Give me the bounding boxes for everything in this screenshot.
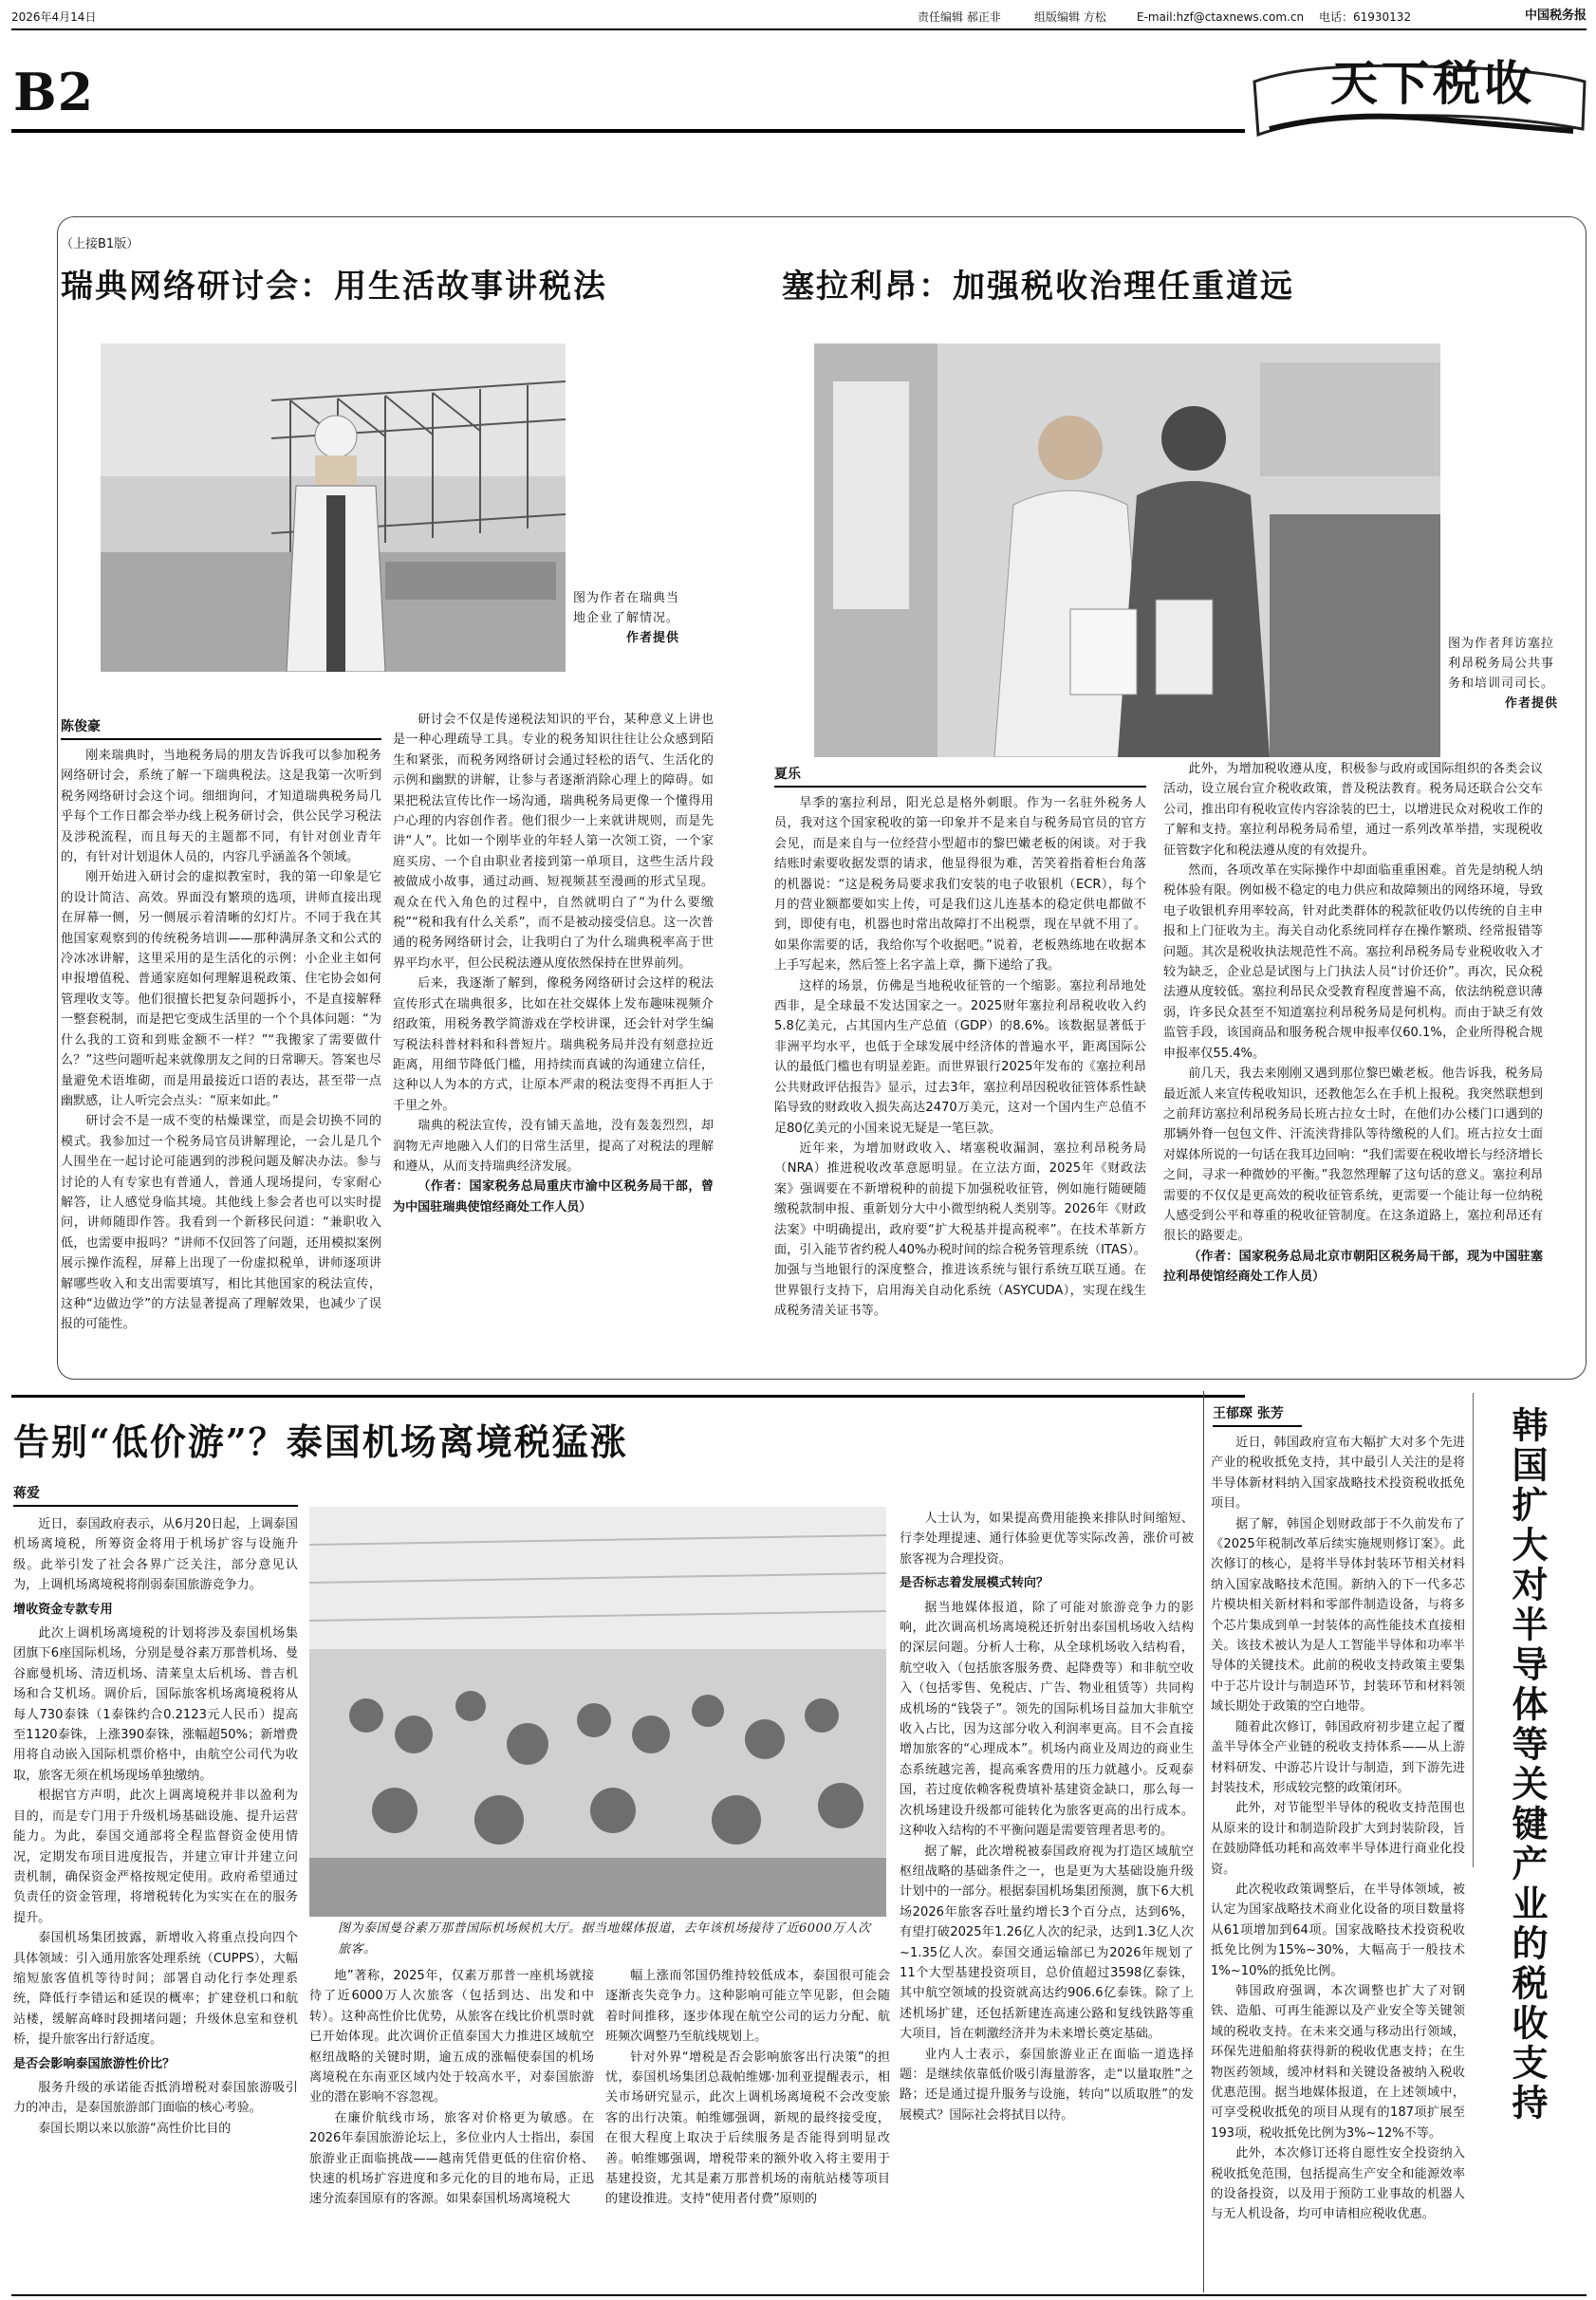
article3-subheading: 是否标志着发展模式转向？ xyxy=(900,1576,1049,1591)
article2-caption-text: 图为作者拜访塞拉利昂税务局公共事务和培训司司长。 xyxy=(1448,637,1555,691)
article1-col2 xyxy=(393,710,714,1355)
article3-author: 蒋爱 xyxy=(13,1486,40,1501)
article1-author: 陈俊豪 xyxy=(61,719,101,734)
article3-paragraph: 幅上涨而邻国仍维持较低成本，泰国很可能会逐渐丧失竞争力。这种影响可能立竿见影，但会随着时间推移，逐步体现在航空公司的运力分配、航班频次调整乃至航线规划上。 xyxy=(605,1969,890,2045)
article2-author: 夏乐 xyxy=(774,767,801,782)
article3-paragraph: 据当地媒体报道，除了可能对旅游竞争力的影响，此次调高机场离境税还折射出泰国机场收入结构的深层问题。分析人士称，从全球机场收入结构看，航空收入（包括旅客服务费、起降费等）和非航空收入（包括零售、免税店、广告、物业租赁等）共同构成机场的“钱袋子”。领先的国际机场目益加大非航空收入占比，因为这部分收入利润率更高。目不会直接增加旅客的“心理成本”。机场内商业及周边的商业生态系统越完善，提高乘客费用的压力就越小。反观泰国，若过度依赖客税费填补基建资金缺口，那么每一次机场建设升级都可能转化为旅客更高的出行成本。这种收入结构的不平衡问题是需要管理者思考的。 xyxy=(900,1600,1194,1839)
article3-subheading: 是否会影响泰国旅游性价比？ xyxy=(13,2056,176,2071)
article1-col1 xyxy=(61,746,381,1353)
article1-paragraph: 研讨会不是一成不变的枯燥课堂，而是会切换不同的模式。我参加过一个税务局官员讲解理论，一会儿是几个人围坐在一起讨论可能遇到的涉税问题及解决办法。参与讨论的人有专家也有普通人，普通人现场提问，专家耐心解答，让人感觉身临其境。其他线上参会者也可以实时提问，讲师随即作答。我看到一个新移民问道：“兼职收入低，也需要申报吗？”讲师不仅回答了问题，还用模拟案例展示操作流程，屏幕上出现了一份虚拟税单，讲师逐项讲解哪些收入和支出需要填写，相比其他国家的税法宣传，这种“边做边学”的方法显著提高了理解效果，也减少了误报的可能性。 xyxy=(61,1114,381,1332)
article3-paragraph: 服务升级的承诺能否抵消增税对泰国旅游吸引力的冲击，是泰国旅游部门面临的核心考验。 xyxy=(13,2080,298,2116)
article2-col2 xyxy=(1163,759,1543,1355)
page-bottom-rule xyxy=(11,2294,1587,2296)
article3-paragraph: 根据官方声明，此次上调离境税并非以盈利为目的，而是专门用于升级机场基础设施、提升运营能力。为此，泰国交通部将全程监督资金使用情况，定期发布项目进度报告，并建立审计并建立问责机制，确保资金严格按规定使用。政府希望通过负责任的资金管理，将增税转化为实实在在的服务提升。 xyxy=(13,1789,298,1925)
article1-byline-rule xyxy=(61,738,381,740)
article2-headline: 塞拉利昂：加强税收治理任重道远 xyxy=(782,268,1294,306)
article4-paragraph: 此次税收政策调整后，在半导体领域，被认定为国家战略技术商业化设备的项目数量将从61项增加到64项。国家战略技术投资税收抵免比例为15%~30%，大幅高于一般技术1%~10%的抵免比例。 xyxy=(1211,1882,1465,1978)
article4-paragraph: 韩国政府强调，本次调整也扩大了对钢铁、造船、可再生能源以及产业安全等关键领域的税收支持。在未来交通与移动出行领域，环保先进船舶将获得新的税收优惠支持；在生物医药领域，缓冲材料和关键设备被纳入税收优惠范围。据当地媒体报道，在上述领域中，可享受税收抵免的项目从现有的187项扩展至193项，税收抵免比例为3%~12%不等。 xyxy=(1211,1983,1465,2141)
article3-paragraph: 泰国机场集团披露，新增收入将重点投向四个具体领域：引入通用旅客处理系统（CUPPS），大幅缩短旅客值机等待时间；部署自动化行李处理系统，降低行李错运和延误的概率；扩建登机口和航站楼，缓解高峰时段拥堵问题；升级休息室和登机桥，提升旅客出行舒适度。 xyxy=(13,1931,298,2048)
article3-col1 xyxy=(13,1514,298,2292)
article1-paragraph: 研讨会不仅是传递税法知识的平台，某种意义上讲也是一种心理疏导工具。专业的税务知识往往让公众感到陌生和紧张，而税务网络研讨会通过轻松的语气、生活化的示例和幽默的讲解，让参与者逐渐消除心理上的障碍。如果把税法宣传比作一场沟通，瑞典税务局更像一个懂得用户心理的内容创作者。他们很少一上来就讲规则，而是先讲“人”。比如一个刚毕业的年轻人第一次领工资，一个家庭买房、一个自由职业者接到第一单项目，这些生活片段被做成小故事，通过动画、短视频甚至漫画的形式呈现。观众在代入角色的过程中，自然就明白了“为什么要缴税”“税和我有什么关系”，而不是被动接受信息。这一次普通的税务网络研讨会，让我明白了为什么瑞典税率高于世界平均水平，但公民税法遵从度依然保持在世界前列。 xyxy=(393,713,714,971)
continued-from: （上接B1版） xyxy=(61,237,139,251)
article3-paragraph: 据了解，此次增税被泰国政府视为打造区域航空枢纽战略的基础条件之一，也是更为大基础设施升级计划中的一部分。根据泰国机场集团预测，旗下6大机场2026年旅客吞吐量约增长3个百分点，达到6%，有望打破2025年1.26亿人次的纪录，达到1.3亿人次~1.35亿人次。泰国交通运输部已为2026年规划了11个大型基建投资项目，总价值超过3598亿泰铢，其中航空领域的投资就高达约906.6亿泰铢。除了上述机场扩建，还包括新建连高速公路和复线铁路等重大项目，旨在刺激经济并为未来增长奠定基础。 xyxy=(900,1844,1194,2042)
article3-paragraph: 此次上调机场离境税的计划将涉及泰国机场集团旗下6座国际机场，分别是曼谷素万那普机场、曼谷廊曼机场、清迈机场、清莱皇太后机场、普吉机场和合艾机场。调价后，国际旅客机场离境税将从每人730泰铢（1泰铢约合0.2123元人民币）提高至1120泰铢，上涨390泰铢，涨幅超50%；新增费用将自动嵌入国际机票价格中，由航空公司代为收取，旅客无须在机场现场单独缴纳。 xyxy=(13,1626,298,1783)
article2-paragraph: 近年来，为增加财政收入、堵塞税收漏洞，塞拉利昂税务局（NRA）推进税收改革意愿明显。在立法方面，2025年《财政法案》强调要在不新增税种的前提下加强税收征管，例如施行随硬随缴税款制申报、重新划分大中小微型纳税人类别等。2026年《财政法案》中明确提出，政府要“扩大税基并提高税率”。在技术革新方面，引入能节省约税人40%办税时间的综合税务管理系统（ITAS）。加强与当地银行的深度整合，推进该系统与银行系统互联互通。在世界银行支持下，启用海关自动化系统（ASYCUDA），实现在线生成税务清关证书等。 xyxy=(774,1141,1146,1319)
article3-col3 xyxy=(605,1966,890,2294)
article3-byline-rule xyxy=(13,1505,298,1507)
article2-photo xyxy=(814,343,1440,757)
responsible-editor: 责任编辑 郝正非 xyxy=(918,10,1001,24)
article1-caption-text: 图为作者在瑞典当地企业了解情况。 xyxy=(573,591,680,625)
airport-hall-image xyxy=(309,1507,886,1917)
article1-paragraph: 刚来瑞典时，当地税务局的朋友告诉我可以参加税务网络研讨会，系统了解一下瑞典税法。这是我第一次听到税务网络研讨会这个词。细细询问，才知道瑞典税务局几乎每个工作日都会举办线上税务研讨会，供公民学习税法及涉税流程，而且每天的主题都不同，有针对创业青年的，有针对计划退休人员的，内容几乎涵盖各个领域。 xyxy=(61,749,381,865)
article3-subheading: 增收资金专款专用 xyxy=(13,1602,113,1617)
section-title: 天下税收 xyxy=(1330,55,1535,111)
article1-paragraph: 瑞典的税法宣传，没有铺天盖地，没有轰轰烈烈，却润物无声地融入人们的日常生活里，提高了对税法的理解和遵从，从而支持瑞典经济发展。 xyxy=(393,1119,714,1174)
article4-author: 王郁琛 张芳 xyxy=(1213,1406,1284,1421)
article4-paragraph: 近日，韩国政府宣布大幅扩大对多个先进产业的税收抵免支持，其中最引人关注的是将半导体新材料纳入国家战略技术投资税收抵免项目。 xyxy=(1211,1436,1465,1512)
article3-paragraph: 人士认为，如果提高费用能换来排队时间缩短、行李处理提速、通行体验更优等实际改善，涨价可被旅客视为合理投资。 xyxy=(900,1512,1194,1567)
article2-paragraph: 前几天，我去来刚刚又遇到那位黎巴嫩老板。他告诉我，税务局最近派人来宣传税收知识，还教他怎么在手机上报税。我突然联想到之前拜访塞拉利昂税务局长班古拉女士时，在他们办公楼门口遇到的那辆外脊一包包文件、汗流浃背排队等待缴税的人们。班古拉女士面对媒体所说的一句话在我耳边回响：“我们需要在税收增长与经济增长之间，寻求一种微妙的平衡。”我忽然理解了这句话的意义。塞拉利昂需要的不仅仅是更高效的税收征管系统，更需要一个能让每一位纳税人感受到公平和尊重的税收征管制度。在这条道路上，塞拉利昂还有很长的路要走。 xyxy=(1163,1067,1543,1244)
article4-byline-rule xyxy=(1213,1425,1302,1427)
article2-paragraph: 此外，为增加税收遵从度，积极参与政府或国际组织的各类会议活动，设立展台宣介税收政策，普及税法教育。税务局还联合公交车公司，推出印有税收宣传内容涂装的巴士，以增进民众对税收工作的了解和支持。塞拉利昂税务局希望，通过一系列改革举措，实现税收征管数字化和税法遵从度的有效提升。 xyxy=(1163,762,1543,858)
section-banner xyxy=(1251,44,1592,142)
email: E-mail:hzf@ctaxnews.com.cn xyxy=(1137,10,1305,24)
article2-col1 xyxy=(774,793,1146,1355)
article4-body xyxy=(1211,1433,1465,2294)
issue-date: 2026年4月14日 xyxy=(11,10,97,24)
construction-site-image xyxy=(101,343,566,672)
rail-divider xyxy=(1203,1391,1204,2292)
article1-author-note: （作者：国家税务总局重庆市渝中区税务局干部，曾为中国驻瑞典使馆经商处工作人员） xyxy=(393,1179,714,1215)
article2-paragraph: 旱季的塞拉利昂，阳光总是格外刺眼。作为一名驻外税务人员，我对这个国家税收的第一印象并不是来自与税务局官员的官方会见，而是来自与一位经营小型超市的黎巴嫩老板的闲谈。对于我结账时索要收据发票的请求，他显得很为难，苦笑着指着柜台角落的机器说：“这是税务局要求我们安装的电子收银机（ECR），每个月的营业额都要如实上传，可是我们这儿连基本的稳定供电都做不到，即使有电，机器也时常出故障打不出税票，现在早就不用了。如果你需要的话，我给你写个收据吧。”说着，老板熟练地在收据本上手写起来，然后签上名字盖上章，撕下递给了我。 xyxy=(774,796,1146,974)
article3-paragraph: 在廉价航线市场，旅客对价格更为敏感。在2026年泰国旅游论坛上，多位业内人士指出，泰国旅游业正面临挑战——越南凭借更低的住宿价格、快速的机场扩容进度和多元化的目的地布局，正迅速分流泰国原有的客源。如果泰国机场离境税大 xyxy=(309,2110,594,2207)
article2-paragraph: 然而，各项改革在实际操作中却面临重重困难。首先是纳税人纳税体验有限。例如极不稳定的电力供应和故障频出的网络环境，导致电子收银机弃用率较高，针对此类群体的税款征收仍以传统的自主申报和上门征收为主。海关自动化系统同样存在操作繁琐、经常报错等问题。其次是税收执法规范性不高。塞拉利昂税务局专业税收收入才较为缺乏，企业总是试图与上门执法人员“讨价还价”。再次，民众税法遵从度较低。塞拉利昂民众受教育程度普遍不高，依法纳税意识薄弱，许多民众甚至不知道塞拉利昂税务局是何机构。而由于缺乏有效监管手段，该国商品和服务税合规申报率仅60.1%，企业所得税合规申报率仅55.4%。 xyxy=(1163,863,1543,1061)
article3-paragraph: 地”著称，2025年，仅素万那普一座机场就接待了近6000万人次旅客（包括到达、出发和中转）。这种高性价比优势，从旅客在线比价机票时就已开始体现。此次调价正值泰国大力推进区域航空枢纽战略的关键时期，逾五成的涨幅使泰国的机场离境税在东南亚区域内处于较高水平，对泰国旅游业的潜在影响不容忽视。 xyxy=(309,1969,594,2105)
article1-photo xyxy=(101,343,566,672)
article2-author-note: （作者：国家税务总局北京市朝阳区税务局干部，现为中国驻塞拉利昂使馆经商处工作人员） xyxy=(1163,1249,1543,1285)
bottom-top-rule xyxy=(11,1395,1245,1398)
article4-headline: 韩国扩大对半导体等关键产业的税收支持 xyxy=(1506,1406,1549,2124)
article4-paragraph: 此外，对节能型半导体的税收支持范围也从原来的设计和制造阶段扩大到封装阶段，旨在鼓励降低功耗和高效率半导体进行商业化投资。 xyxy=(1211,1801,1465,1877)
masthead xyxy=(11,9,1587,27)
article4-paragraph: 随着此次修订，韩国政府初步建立起了覆盖半导体全产业链的税收支持体系——从上游材料研发、中游芯片设计与制造，到下游先进封装技术，形成较完整的政策闭环。 xyxy=(1211,1719,1465,1795)
article3-paragraph: 泰国长期以来以旅游“高性价比目的 xyxy=(38,2121,232,2136)
article2-byline-rule xyxy=(774,786,1146,788)
article3-paragraph: 近日，泰国政府表示，从6月20日起，上调泰国机场离境税，所筹资金将用于机场扩容与设施升级。此举引发了社会各界广泛关注，部分意见认为，上调机场离境税将削弱泰国旅游竞争力。 xyxy=(13,1517,298,1593)
article3-headline: 告别“低价游”？泰国机场离境税猛涨 xyxy=(13,1420,628,1463)
article2-caption xyxy=(1448,634,1558,714)
handshake-meeting-image xyxy=(814,343,1440,757)
layout-editor: 组版编辑 方松 xyxy=(1034,10,1106,24)
phone: 电话：61930132 xyxy=(1319,10,1412,24)
article1-caption xyxy=(573,588,679,648)
section-rule xyxy=(11,129,1245,133)
article1-headline: 瑞典网络研讨会：用生活故事讲税法 xyxy=(61,268,607,306)
article2-credit: 作者提供 xyxy=(1504,696,1558,711)
article3-caption: 图为泰国曼谷素万那普国际机场候机大厅。据当地媒体报道，去年该机场接待了近6000万人次旅客。 xyxy=(338,1921,871,1957)
article1-paragraph: 刚开始进入研讨会的虚拟教室时，我的第一印象是它的设计简洁、高效。界面没有繁琐的选项，讲师直接出现在屏幕一侧，另一侧展示着清晰的幻灯片。不同于我在其他国家观察到的传统税务培训——那种满屏条文和公式的冷冰冰讲解，这里采用的是生活化的示例：小企业主如何申报增值税、普通家庭如何理解退税政策、住宅协会如何管理收支等。他们很擅长把复杂问题拆小，不是直接解释一整套税制，而是把它变成生活里的一个个具体问题：“为什么我的工资和到账金额不一样？”“我搬家了需要做什么？”这些问题听起来就像朋友之间的日常聊天。答案也尽量避免术语堆砌，而是用最接近口语的表达，甚至带一点幽默感，让人听完会点头：“原来如此。” xyxy=(61,870,381,1108)
article3-col4 xyxy=(900,1509,1194,2294)
article3-paragraph: 业内人士表示，泰国旅游业正在面临一道选择题：是继续依靠低价吸引海量游客，走“以量取胜”之路；还是通过提升服务与设施，转向“以质取胜”的发展模式？国际社会将拭目以待。 xyxy=(900,2047,1194,2123)
article2-paragraph: 这样的场景，仿佛是当地税收征管的一个缩影。塞拉利昂地处西非，是全球最不发达国家之一。2025财年塞拉利昂税收收入约5.8亿美元，占其国内生产总值（GDP）的8.6%。该数据显著低于非洲平均水平，也低于全球发展中经济体的普遍水平，距离国际公认的最低门槛也有明显差距。而世界银行2025年发布的《塞拉利昂公共财政评估报告》显示，过去3年，塞拉利昂因税收征管体系性缺陷导致的财政收入损失高达2470万美元，这对一个国内生产总值不足80亿美元的小国来说无疑是一笔巨款。 xyxy=(774,978,1146,1136)
article3-col2 xyxy=(309,1966,594,2294)
article3-photo xyxy=(309,1507,886,1917)
article1-credit: 作者提供 xyxy=(625,631,679,645)
article4-paragraph: 据了解，韩国企划财政部于不久前发布了《2025年税制改革后续实施规则修订案》。此次修订的核心，是将半导体封装环节相关材料纳入国家战略技术范围。新纳入的下一代多芯片模块相关新材料和零部件制造设备，与将多个芯片集成到单一封装体的高性能技术直接相关。该技术被认为是人工智能半导体和功率半导体的关键技术。此前的税收支持政策主要集中于芯片设计与制造环节，封装环节和材料领域长期处于政策的空白地带。 xyxy=(1211,1516,1465,1715)
article3-paragraph: 针对外界“增税是否会影响旅客出行决策”的担忧，泰国机场集团总裁帕维娜·加利亚提醒表示，相关市场研究显示，此次上调机场离境税不会改变旅客的出行决策。帕维娜强调，新规的最终接受度，在很大程度上取决于后续服务是否能得到明显改善。帕维娜强调，增税带来的额外收入将主要用于基建投资，尤其是素万那普机场的南航站楼等项目的建设推进。支持“使用者付费”原则的 xyxy=(605,2050,890,2207)
masthead-rule xyxy=(11,28,1587,30)
article4-paragraph: 此外，本次修订还将自愿性安全投资纳入税收抵免范围，包括提高生产安全和能源效率的设备投资，以及用于预防工业事故的机器人与无人机设备，均可申请相应税收优惠。 xyxy=(1211,2146,1465,2222)
page-number: B2 xyxy=(13,62,95,122)
article1-paragraph: 后来，我逐渐了解到，像税务网络研讨会这样的税法宣传形式在瑞典很多，比如在社交媒体上发布趣味视频介绍政策，用税务教学简游戏在学校讲课，还会针对学生编写税法科普材料和科普短片。瑞典税务局并没有刻意拉近距离，用细节降低门槛，用持续而真诚的沟通建立信任，这种以人为本的方式，让原本严肃的税法变得不再拒人于千里之外。 xyxy=(393,976,714,1113)
newspaper-name: 中国税务报 xyxy=(1524,9,1587,23)
